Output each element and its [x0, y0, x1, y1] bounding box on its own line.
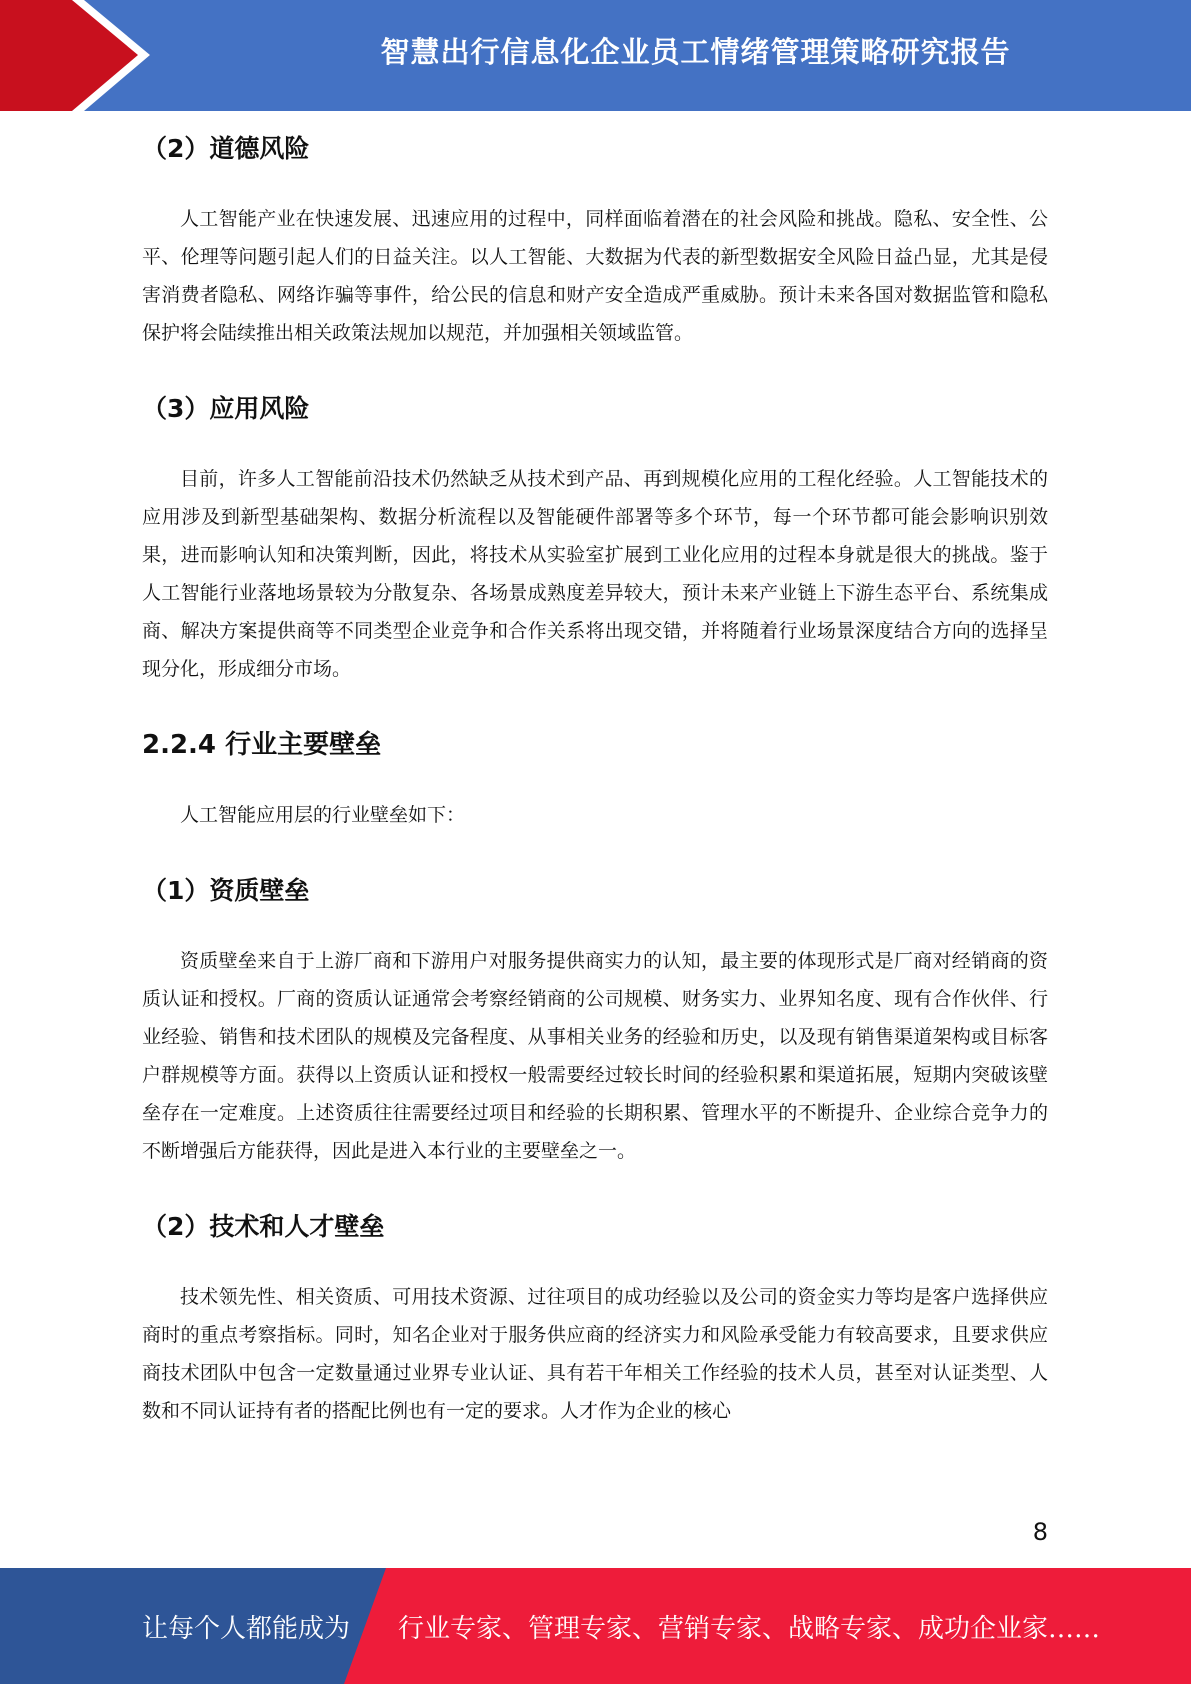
page-header — [0, 0, 1191, 111]
page-footer — [0, 1568, 1191, 1684]
page-number: 8 — [1032, 1518, 1048, 1546]
main-content — [142, 120, 1048, 1430]
report-title: 智慧出行信息化企业员工情绪管理策略研究报告 — [380, 34, 1011, 69]
heading-tech-talent-barrier: （2）技术和人才壁垒 — [142, 1212, 385, 1241]
heading-industry-barriers: 2.2.4 行业主要壁垒 — [142, 730, 382, 760]
heading-application-risk: （3）应用风险 — [142, 394, 310, 423]
heading-qualification-barrier: （1）资质壁垒 — [142, 876, 310, 905]
heading-ethical-risk: （2）道德风险 — [142, 134, 310, 163]
footer-slogan-left: 让每个人都能成为 — [142, 1613, 351, 1644]
paragraph-tech-talent-barrier: 技术领先性、相关资质、可用技术资源、过往项目的成功经验以及公司的资金实力等均是客户选择供应商时的重点考察指标。同时，知名企业对于服务供应商的经济实力和风险承受能力有较高要求，且要求供应商技术团队中包含一定数量通过业界专业认证、具有若干年相关工作经验的技术人员，甚至对认证类型、人数和不同认证持有者的搭配比例也有一定的要求。人才作为企业的核心 — [142, 1286, 1048, 1422]
paragraph-ethical-risk: 人工智能产业在快速发展、迅速应用的过程中，同样面临着潜在的社会风险和挑战。隐私、安全性、公平、伦理等问题引起人们的日益关注。以人工智能、大数据为代表的新型数据安全风险日益凸显，尤其是侵害消费者隐私、网络诈骗等事件，给公民的信息和财产安全造成严重威胁。预计未来各国对数据监管和隐私保护将会陆续推出相关政策法规加以规范，并加强相关领域监管。 — [142, 208, 1048, 344]
paragraph-industry-barriers-intro: 人工智能应用层的行业壁垒如下： — [180, 804, 466, 826]
paragraph-qualification-barrier: 资质壁垒来自于上游厂商和下游用户对服务提供商实力的认知，最主要的体现形式是厂商对经销商的资质认证和授权。厂商的资质认证通常会考察经销商的公司规模、财务实力、业界知名度、现有合作伙伴、行业经验、销售和技术团队的规模及完备程度、从事相关业务的经验和历史，以及现有销售渠道架构或目标客户群规模等方面。获得以上资质认证和授权一般需要经过较长时间的经验积累和渠道拓展，短期内突破该壁垒存在一定难度。上述资质往往需要经过项目和经验的长期积累、管理水平的不断提升、企业综合竞争力的不断增强后方能获得，因此是进入本行业的主要壁垒之一。 — [142, 950, 1048, 1162]
footer-slogan-right: 行业专家、管理专家、营销专家、战略专家、成功企业家…… — [398, 1613, 1101, 1644]
paragraph-application-risk: 目前，许多人工智能前沿技术仍然缺乏从技术到产品、再到规模化应用的工程化经验。人工智能技术的应用涉及到新型基础架构、数据分析流程以及智能硬件部署等多个环节，每一个环节都可能会影响识别效果，进而影响认知和决策判断，因此，将技术从实验室扩展到工业化应用的过程本身就是很大的挑战。鉴于人工智能行业落地场景较为分散复杂、各场景成熟度差异较大，预计未来产业链上下游生态平台、系统集成商、解决方案提供商等不同类型企业竞争和合作关系将出现交错，并将随着行业场景深度结合方向的选择呈现分化，形成细分市场。 — [142, 468, 1048, 680]
